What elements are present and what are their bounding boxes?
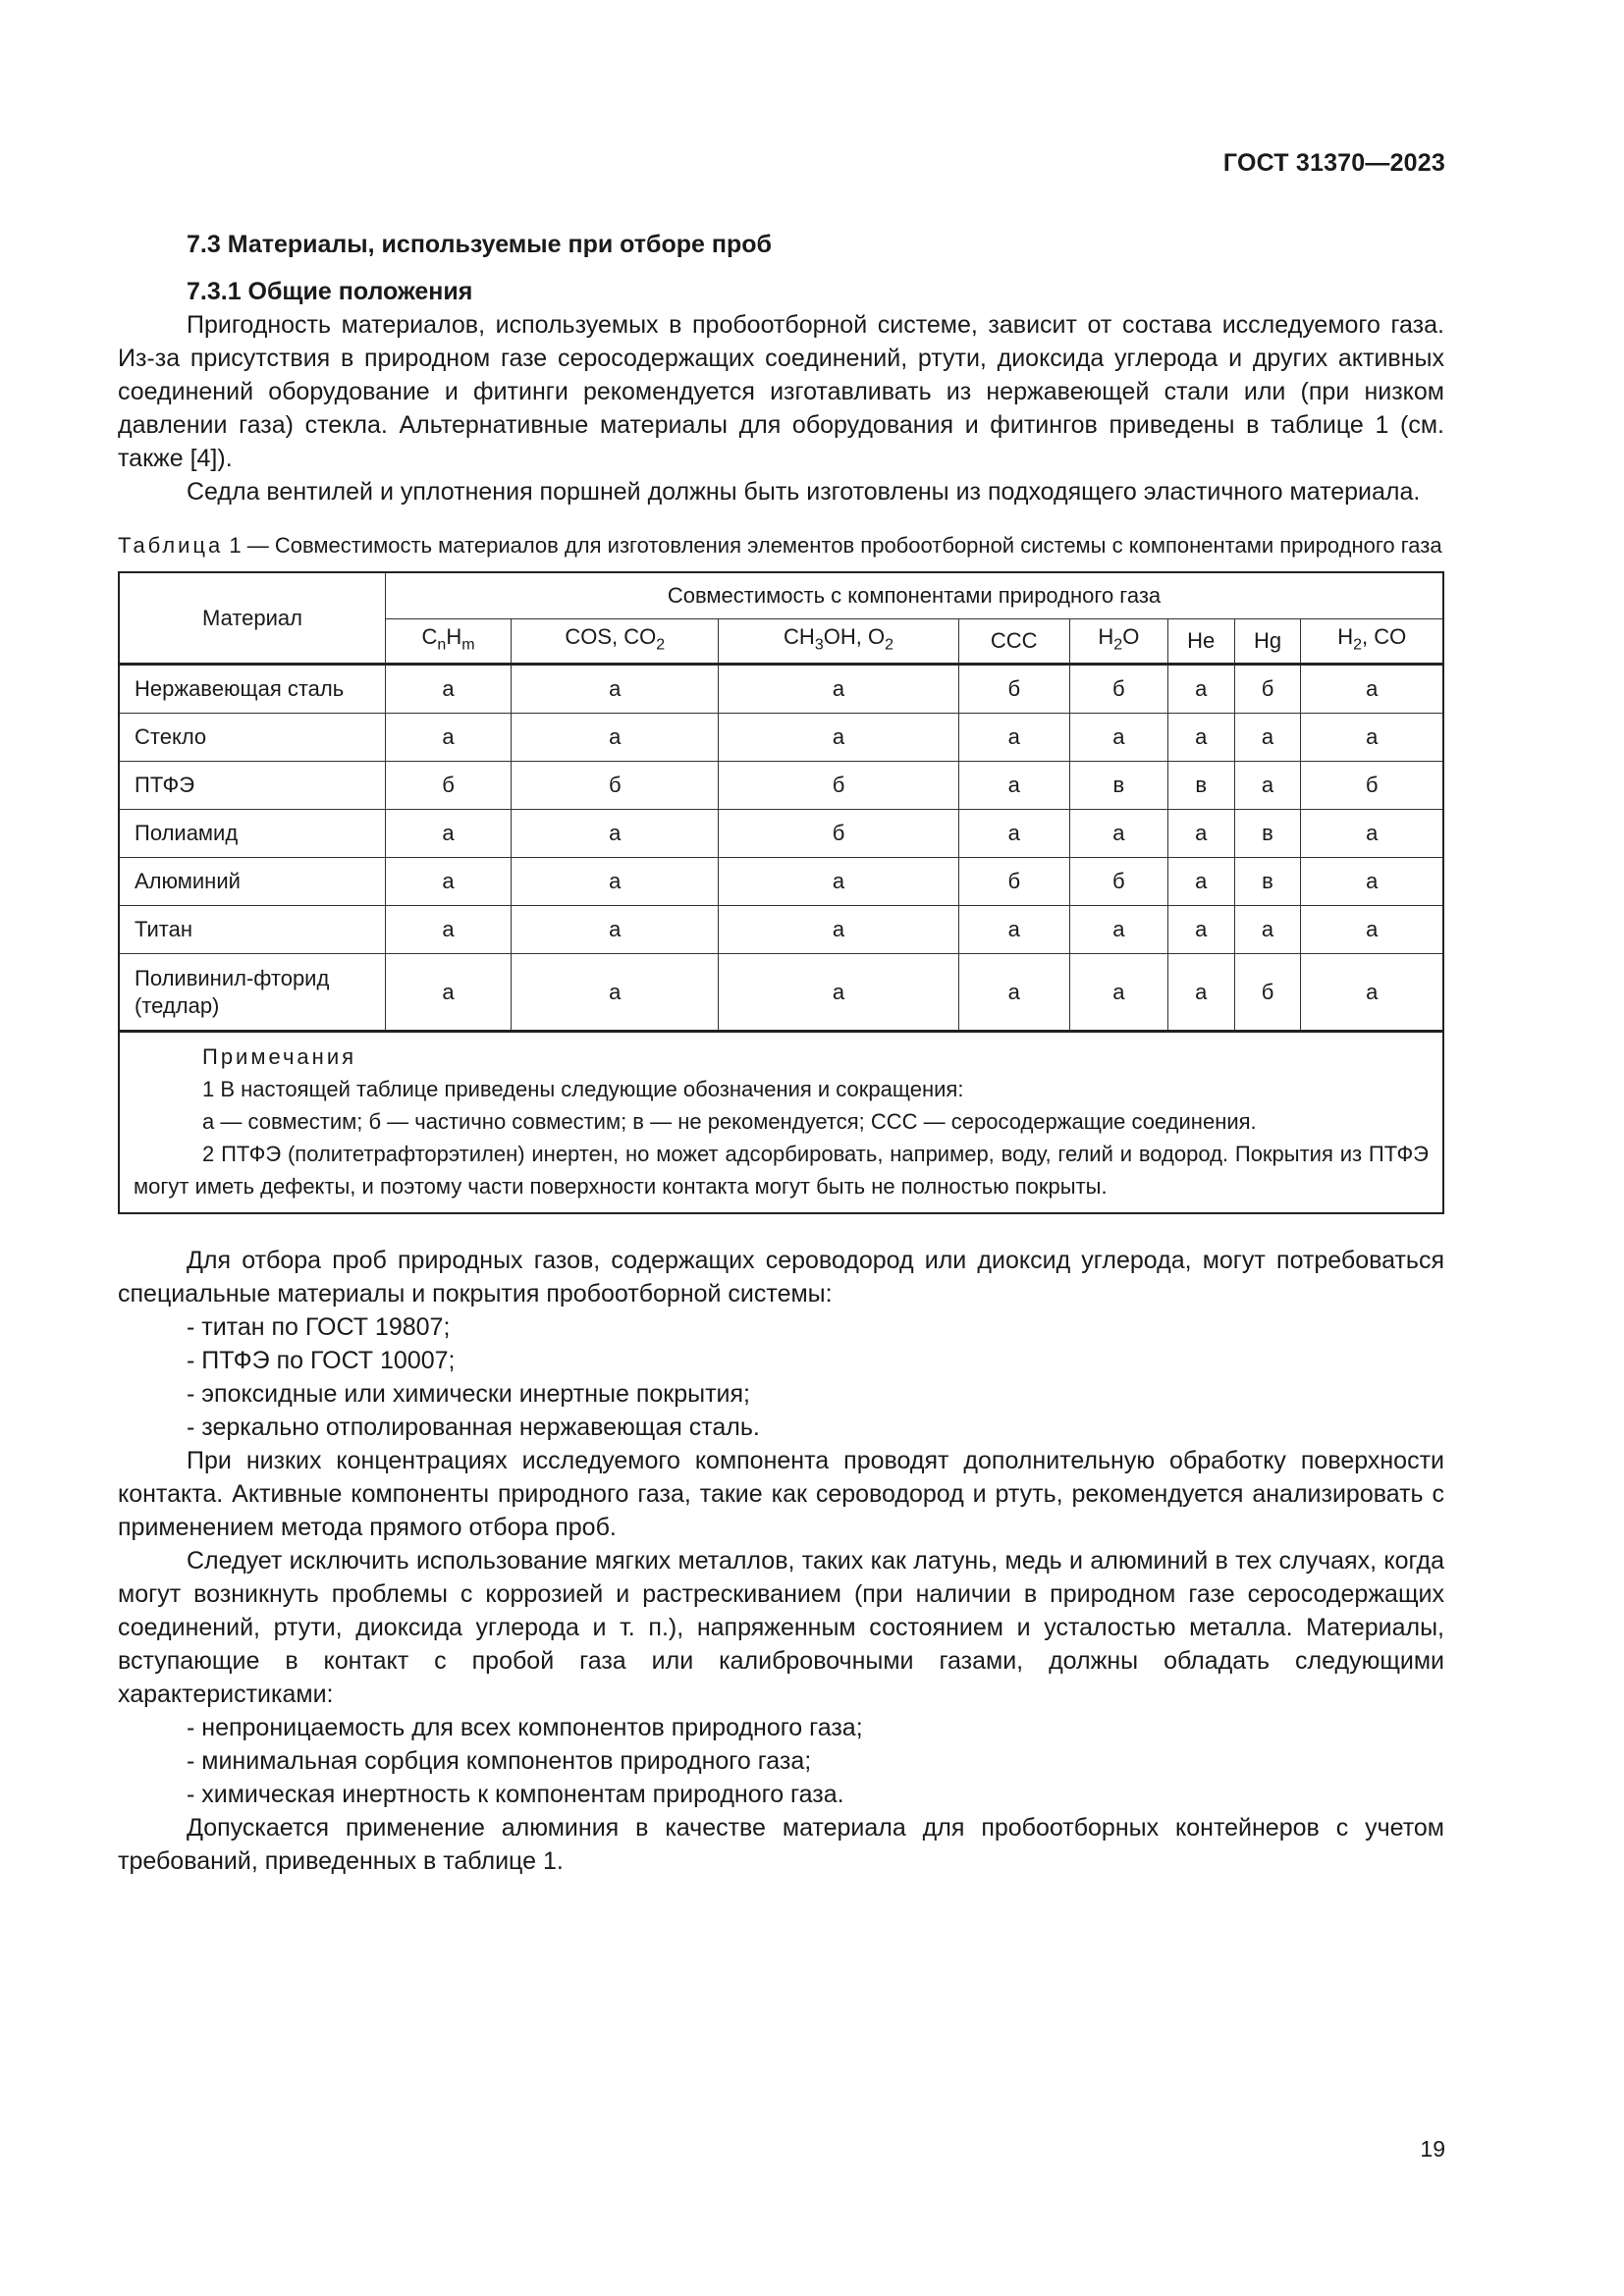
column-header [1167,619,1234,665]
column-header-text: H [446,623,462,649]
dash-list [118,1711,1444,1811]
column-header-subscript: 2 [1113,636,1123,654]
column-header-subscript: 2 [1353,636,1362,654]
compatibility-cell: б [1069,665,1167,714]
note-line: 1 В настоящей таблице приведены следующие обозначения и сокращения: [202,1077,964,1101]
compatibility-cell: б [1234,954,1301,1032]
column-header-text: CCC [990,628,1038,653]
compatibility-cell: а [1167,810,1234,858]
compatibility-cell: а [1301,714,1443,762]
compatibility-cell: б [719,762,958,810]
compatibility-cell: в [1234,858,1301,906]
column-header [719,619,958,665]
table-notes-row [119,1032,1443,1214]
column-header [512,619,719,665]
compatibility-cell: а [958,954,1069,1032]
compatibility-cell: б [958,665,1069,714]
compatibility-cell: а [719,906,958,954]
column-header-subscript: m [461,636,475,654]
page-content [118,228,1444,1878]
compatibility-cell: а [512,810,719,858]
notes-title: Примечания [202,1044,357,1069]
table-notes [119,1032,1443,1214]
compatibility-cell: а [1167,906,1234,954]
header-compatibility-group: Совместимость с компонентами природного газа [386,572,1444,619]
material-cell: Поливинил-фторид (тедлар) [119,954,386,1032]
column-header-text: Hg [1253,628,1282,653]
compatibility-cell: б [386,762,512,810]
material-cell: Нержавеющая сталь [119,665,386,714]
document-code: ГОСТ 31370—2023 [1222,149,1445,177]
compatibility-cell: а [1234,762,1301,810]
compatibility-cell: а [719,858,958,906]
column-header-text: O [1122,623,1140,649]
material-cell: Титан [119,906,386,954]
table-row [119,714,1443,762]
compatibility-cell: а [1069,954,1167,1032]
column-header [1234,619,1301,665]
compatibility-cell: в [1069,762,1167,810]
compatibility-cell: а [386,858,512,906]
compatibility-cell: а [512,906,719,954]
column-header-text: H [1098,623,1114,649]
material-cell: Полиамид [119,810,386,858]
column-header-subscript: n [437,636,447,654]
compatibility-cell: в [1234,810,1301,858]
list-item: - непроницаемость для всех компонентов природного газа; [187,1714,863,1741]
paragraph: Седла вентилей и уплотнения поршней должны быть изготовлены из подходящего эластичного материала. [187,478,1421,506]
column-header-subscript: 2 [885,636,893,654]
compatibility-cell: б [512,762,719,810]
compatibility-table [118,571,1444,1214]
compatibility-cell: а [512,665,719,714]
compatibility-cell: а [386,906,512,954]
column-header-text: H [1337,623,1354,649]
compatibility-cell: а [1167,954,1234,1032]
paragraph: Допускается применение алюминия в качестве материала для пробоотборных контейнеров с учетом требований, приведенных в таблице 1. [118,1814,1444,1875]
compatibility-cell: а [1069,906,1167,954]
section-title: 7.3 Материалы, используемые при отборе проб [187,231,772,258]
table-row [119,810,1443,858]
compatibility-cell: в [1167,762,1234,810]
note-line: а — совместим; б — частично совместим; в — не рекомендуется; ССС — серосодержащие соединения. [202,1109,1257,1134]
compatibility-cell: а [512,858,719,906]
compatibility-cell: б [719,810,958,858]
paragraph: Следует исключить использование мягких металлов, таких как латунь, медь и алюминий в тех случаях, когда могут возникнуть проблемы с коррозией и растрескиванием (при наличии в природном газе серосодержащих соединений, ртути, диоксида углерода и т. п.), напряженным состоянием и усталостью металла. Материалы, вступающие в контакт с пробой газа или калибровочными газами, должны обладать следующими характеристиками: [118,1547,1444,1708]
table-caption-label: Таблица [118,533,224,558]
list-item: - эпоксидные или химически инертные покрытия; [187,1380,750,1408]
column-header [958,619,1069,665]
column-header [1301,619,1443,665]
dash-list [118,1310,1444,1444]
compatibility-cell: а [1301,906,1443,954]
compatibility-cell: а [1167,858,1234,906]
paragraph: При низких концентрациях исследуемого компонента проводят дополнительную обработку поверхности контакта. Активные компоненты природного газа, такие как сероводород и ртуть, рекомендуется анализировать с применением метода прямого отбора проб. [118,1447,1444,1541]
compatibility-cell: б [958,858,1069,906]
table-caption [118,531,1444,561]
column-header-subscript: 3 [814,636,824,654]
list-item: - минимальная сорбция компонентов природного газа; [187,1747,812,1775]
compatibility-cell: б [1069,858,1167,906]
compatibility-cell: а [1167,665,1234,714]
compatibility-cell: а [958,810,1069,858]
list-item: - ПТФЭ по ГОСТ 10007; [187,1347,456,1374]
paragraph: Пригодность материалов, используемых в пробоотборной системе, зависит от состава исследуемого газа. Из-за присутствия в природном газе серосодержащих соединений, ртути, диоксида углерода и других активных соединений оборудование и фитинги рекомендуется изготавливать из нержавеющей стали или (при низком давлении газа) стекла. Альтернативные материалы для оборудования и фитингов приведены в таблице 1 (см. также [4]). [118,311,1444,472]
table-row [119,954,1443,1032]
list-item: - титан по ГОСТ 19807; [187,1313,451,1341]
table-caption-text: 1 — Совместимость материалов для изготовления элементов пробоотборной системы с компонентами природного газа [223,533,1442,558]
list-item: - химическая инертность к компонентам природного газа. [187,1781,844,1808]
table-row [119,665,1443,714]
compatibility-cell: б [1234,665,1301,714]
compatibility-cell: а [1234,906,1301,954]
compatibility-cell: а [1234,714,1301,762]
table-row [119,906,1443,954]
material-cell: Стекло [119,714,386,762]
column-header-text: He [1187,628,1216,653]
compatibility-cell: а [1301,954,1443,1032]
compatibility-cell: а [1069,714,1167,762]
compatibility-cell: а [386,954,512,1032]
compatibility-cell: а [1301,665,1443,714]
material-cell: ПТФЭ [119,762,386,810]
compatibility-cell: б [1301,762,1443,810]
compatibility-cell: а [386,665,512,714]
compatibility-cell: а [1301,858,1443,906]
compatibility-cell: а [958,762,1069,810]
page-number: 19 [1420,2136,1445,2162]
subsection-title: 7.3.1 Общие положения [187,278,473,305]
column-header-text: C [421,623,438,649]
paragraph: Для отбора проб природных газов, содержащих сероводород или диоксид углерода, могут потребоваться специальные материалы и покрытия пробоотборной системы: [118,1247,1444,1308]
column-header-subscript: 2 [656,636,666,654]
compatibility-cell: а [958,906,1069,954]
column-header [1069,619,1167,665]
compatibility-cell: а [386,810,512,858]
compatibility-cell: а [719,714,958,762]
compatibility-cell: а [958,714,1069,762]
column-header-text: CH [784,623,815,649]
compatibility-cell: а [386,714,512,762]
compatibility-cell: а [1301,810,1443,858]
material-cell: Алюминий [119,858,386,906]
compatibility-cell: а [512,954,719,1032]
note-line: 2 ПТФЭ (политетрафторэтилен) инертен, но может адсорбировать, например, воду, гелий и водород. Покрытия из ПТФЭ могут иметь дефекты, и поэтому части поверхности контакта могут быть не полностью покрыты. [134,1142,1429,1199]
table-row [119,858,1443,906]
column-header-text: OH, O [823,623,886,649]
compatibility-cell: а [1069,810,1167,858]
compatibility-cell: а [719,954,958,1032]
header-material: Материал [119,572,386,665]
list-item: - зеркально отполированная нержавеющая сталь. [187,1414,760,1441]
table-row [119,762,1443,810]
compatibility-cell: а [1167,714,1234,762]
column-header-text: , CO [1361,623,1407,649]
compatibility-cell: а [512,714,719,762]
compatibility-cell: а [719,665,958,714]
column-header-text: COS, CO [565,623,657,649]
column-header [386,619,512,665]
